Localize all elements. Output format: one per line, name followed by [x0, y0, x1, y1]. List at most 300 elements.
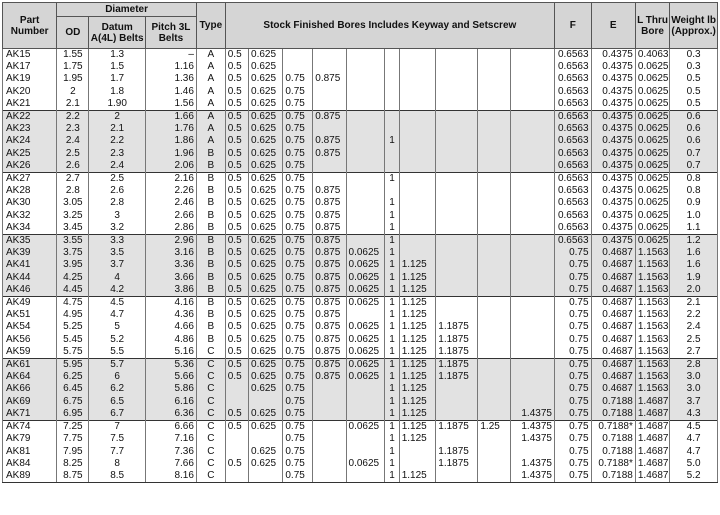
table-cell: B	[196, 210, 225, 222]
table-cell: 1.16	[145, 61, 196, 73]
table-cell: 0.75	[283, 334, 313, 346]
part-number-cell: AK61	[3, 359, 57, 372]
table-cell: 0.625	[249, 185, 283, 197]
table-cell: 0.625	[249, 334, 283, 346]
table-row	[3, 247, 718, 259]
table-cell	[436, 222, 478, 235]
table-cell: 0.75	[283, 185, 313, 197]
table-cell: 3.25	[57, 210, 89, 222]
table-cell: 5.45	[57, 334, 89, 346]
table-cell: B	[196, 321, 225, 333]
table-cell	[510, 123, 554, 135]
table-cell: 7.75	[57, 433, 89, 445]
table-cell: 0.6	[670, 135, 718, 147]
table-cell	[385, 73, 399, 85]
table-cell: 0.625	[249, 259, 283, 271]
table-cell: 0.5	[225, 61, 248, 73]
table-cell	[313, 458, 346, 470]
table-cell	[436, 135, 478, 147]
table-cell	[346, 185, 385, 197]
table-cell: 0.5	[225, 458, 248, 470]
table-cell: 1.125	[399, 408, 436, 421]
table-cell: 6.36	[145, 408, 196, 421]
table-cell	[436, 235, 478, 248]
table-cell: 4.5	[89, 297, 146, 310]
table-cell: 1.8	[89, 86, 146, 98]
table-cell: 1.90	[89, 98, 146, 111]
part-number-cell: AK30	[3, 197, 57, 209]
table-cell: 0.875	[313, 148, 346, 160]
table-cell	[510, 359, 554, 372]
table-cell: 0.875	[313, 346, 346, 359]
table-cell	[510, 383, 554, 395]
table-cell: 0.5	[225, 235, 248, 248]
table-cell	[385, 111, 399, 124]
table-cell: 2.8	[57, 185, 89, 197]
table-cell: 1.86	[145, 135, 196, 147]
table-cell: B	[196, 197, 225, 209]
table-cell	[478, 371, 510, 383]
table-cell: 0.4375	[591, 148, 635, 160]
table-cell: 0.625	[249, 346, 283, 359]
table-cell: 1	[385, 247, 399, 259]
table-cell: B	[196, 284, 225, 297]
table-cell: 1.125	[399, 396, 436, 408]
table-cell: 0.4375	[591, 173, 635, 186]
table-cell: 0.75	[283, 160, 313, 173]
table-cell: 0.75	[554, 259, 591, 271]
table-cell: 1.3	[89, 49, 146, 62]
table-cell: 0.5	[225, 210, 248, 222]
table-cell	[436, 272, 478, 284]
table-cell: 0.5	[225, 222, 248, 235]
table-cell: 1	[385, 309, 399, 321]
table-cell: 0.5	[670, 98, 718, 111]
table-cell: 0.5	[225, 247, 248, 259]
table-cell: 2.6	[89, 185, 146, 197]
table-cell: 7.36	[145, 446, 196, 458]
part-number-cell: AK41	[3, 259, 57, 271]
table-cell: 0.4375	[591, 160, 635, 173]
table-cell	[510, 111, 554, 124]
table-cell	[346, 396, 385, 408]
table-cell: 0.875	[313, 259, 346, 271]
table-cell: 1.1563	[635, 272, 669, 284]
table-cell: 1.5	[89, 61, 146, 73]
table-cell: 0.0625	[346, 346, 385, 359]
table-cell: 0.875	[313, 284, 346, 297]
table-cell	[478, 235, 510, 248]
table-row	[3, 433, 718, 445]
table-cell	[399, 49, 436, 62]
table-cell: B	[196, 160, 225, 173]
table-cell: 0.875	[313, 371, 346, 383]
table-cell: 1.125	[399, 359, 436, 372]
table-cell: B	[196, 259, 225, 271]
table-cell: A	[196, 86, 225, 98]
table-cell: 0.0625	[635, 135, 669, 147]
table-cell: 4.25	[57, 272, 89, 284]
table-cell: 2.0	[670, 284, 718, 297]
table-cell: 0.7188	[591, 446, 635, 458]
table-row	[3, 272, 718, 284]
table-cell: 0.75	[283, 458, 313, 470]
table-cell: B	[196, 272, 225, 284]
table-cell: 0.75	[283, 111, 313, 124]
table-row	[3, 383, 718, 395]
table-cell: 1.4687	[635, 421, 669, 434]
table-cell: 0.875	[313, 359, 346, 372]
table-cell: 0.4375	[591, 135, 635, 147]
table-cell: 1	[385, 297, 399, 310]
table-cell	[346, 446, 385, 458]
table-cell: 0.0625	[635, 160, 669, 173]
table-cell	[399, 185, 436, 197]
part-number-cell: AK34	[3, 222, 57, 235]
table-cell	[478, 111, 510, 124]
table-cell: 1.1875	[436, 371, 478, 383]
table-cell: 0.625	[249, 247, 283, 259]
table-cell: 0.625	[249, 73, 283, 85]
table-cell: 1.1875	[436, 421, 478, 434]
table-cell: 1.6	[670, 247, 718, 259]
table-cell: C	[196, 396, 225, 408]
table-row	[3, 185, 718, 197]
table-row	[3, 111, 718, 124]
table-cell: 0.625	[249, 235, 283, 248]
part-number-cell: AK17	[3, 61, 57, 73]
table-cell: 0.6563	[554, 235, 591, 248]
table-cell: 4.3	[670, 408, 718, 421]
table-cell	[510, 185, 554, 197]
table-cell	[346, 86, 385, 98]
part-number-cell: AK35	[3, 235, 57, 248]
table-cell: 2	[89, 111, 146, 124]
table-cell	[478, 61, 510, 73]
table-cell	[313, 408, 346, 421]
table-cell: 0.5	[225, 371, 248, 383]
table-cell	[478, 185, 510, 197]
table-cell: 3.45	[57, 222, 89, 235]
table-cell: 0.7188	[591, 396, 635, 408]
table-cell: 1.1563	[635, 359, 669, 372]
table-cell: 2.2	[670, 309, 718, 321]
table-cell	[478, 346, 510, 359]
table-cell: 4.2	[89, 284, 146, 297]
table-row	[3, 123, 718, 135]
table-cell: 0.4687	[591, 371, 635, 383]
table-cell: 0.8	[670, 173, 718, 186]
table-cell	[510, 160, 554, 173]
table-cell: 2.3	[57, 123, 89, 135]
table-cell: 0.5	[225, 309, 248, 321]
table-cell: 0.0625	[346, 334, 385, 346]
table-cell: 8	[89, 458, 146, 470]
table-row	[3, 148, 718, 160]
table-cell: 1	[385, 259, 399, 271]
table-cell	[478, 470, 510, 483]
table-cell	[510, 334, 554, 346]
table-cell: 0.625	[249, 123, 283, 135]
table-cell: 0.625	[249, 61, 283, 73]
table-cell: 0.4375	[591, 73, 635, 85]
table-row	[3, 98, 718, 111]
table-cell	[510, 197, 554, 209]
table-cell	[436, 396, 478, 408]
table-cell	[399, 123, 436, 135]
table-cell: 2.5	[670, 334, 718, 346]
table-cell: 5.95	[57, 359, 89, 372]
table-cell: 0.875	[313, 210, 346, 222]
table-cell	[510, 210, 554, 222]
table-row	[3, 235, 718, 248]
table-row	[3, 173, 718, 186]
table-cell	[478, 222, 510, 235]
table-cell: 0.4375	[591, 222, 635, 235]
table-cell: 0.0625	[635, 123, 669, 135]
table-cell: 0.75	[283, 346, 313, 359]
table-cell	[478, 383, 510, 395]
table-cell: 0.5	[225, 86, 248, 98]
table-cell: 0.7	[670, 160, 718, 173]
table-cell	[478, 408, 510, 421]
table-cell	[436, 259, 478, 271]
table-cell: 0.4687	[591, 346, 635, 359]
table-cell: 0.75	[554, 321, 591, 333]
table-cell: 0.75	[283, 259, 313, 271]
table-cell: 2.1	[670, 297, 718, 310]
table-cell: 1.4687	[635, 433, 669, 445]
table-cell: 0.6563	[554, 86, 591, 98]
table-row	[3, 309, 718, 321]
table-cell: 2.86	[145, 222, 196, 235]
table-cell: 0.875	[313, 235, 346, 248]
table-cell: 0.4687	[591, 334, 635, 346]
table-cell: 0.4687	[591, 259, 635, 271]
table-cell: 4.75	[57, 297, 89, 310]
table-cell: 2.2	[89, 135, 146, 147]
table-cell: 1.125	[399, 272, 436, 284]
table-cell	[510, 346, 554, 359]
table-cell	[478, 197, 510, 209]
table-cell	[478, 148, 510, 160]
table-cell: 0.6	[670, 123, 718, 135]
table-cell	[436, 284, 478, 297]
table-row	[3, 421, 718, 434]
e-header: E	[591, 3, 635, 49]
table-cell: 1.4687	[635, 408, 669, 421]
table-cell: 5	[89, 321, 146, 333]
table-cell	[399, 135, 436, 147]
table-cell	[399, 73, 436, 85]
table-cell	[399, 148, 436, 160]
table-cell	[385, 86, 399, 98]
table-cell: 1.1563	[635, 371, 669, 383]
table-cell: 0.5	[225, 321, 248, 333]
table-cell	[399, 247, 436, 259]
table-cell: 0.4375	[591, 197, 635, 209]
table-cell	[436, 470, 478, 483]
table-cell	[313, 160, 346, 173]
table-cell: 5.36	[145, 359, 196, 372]
table-cell: 0.5	[225, 111, 248, 124]
part-number-cell: AK89	[3, 470, 57, 483]
table-cell: 7	[89, 421, 146, 434]
table-cell: 6.45	[57, 383, 89, 395]
table-cell: 5.7	[89, 359, 146, 372]
part-number-cell: AK32	[3, 210, 57, 222]
table-cell: 0.75	[554, 458, 591, 470]
table-cell	[346, 160, 385, 173]
table-cell: 0.875	[313, 197, 346, 209]
table-cell: 6.2	[89, 383, 146, 395]
table-cell: 0.75	[554, 470, 591, 483]
part-number-cell: AK56	[3, 334, 57, 346]
table-cell	[510, 259, 554, 271]
table-cell: 0.5	[225, 197, 248, 209]
table-cell	[436, 111, 478, 124]
type-header: Type	[196, 3, 225, 49]
table-cell: 0.875	[313, 309, 346, 321]
table-cell: 6.5	[89, 396, 146, 408]
table-cell: 0.625	[249, 458, 283, 470]
table-cell: C	[196, 383, 225, 395]
table-cell: 0.0625	[346, 321, 385, 333]
table-cell: 1	[385, 284, 399, 297]
table-cell: 0.5	[225, 284, 248, 297]
table-cell	[478, 98, 510, 111]
table-cell	[313, 470, 346, 483]
table-cell	[510, 371, 554, 383]
table-cell: 1.36	[145, 73, 196, 85]
table-cell	[283, 49, 313, 62]
table-cell: 0.7188	[591, 433, 635, 445]
table-cell: 1	[385, 371, 399, 383]
table-cell	[399, 197, 436, 209]
table-cell	[436, 197, 478, 209]
table-cell	[313, 123, 346, 135]
table-cell	[478, 272, 510, 284]
table-cell	[478, 396, 510, 408]
table-cell: 3.36	[145, 259, 196, 271]
table-cell: 0.4687	[591, 247, 635, 259]
table-cell: 0.5	[225, 297, 248, 310]
table-cell	[478, 321, 510, 333]
table-cell: 1.1875	[436, 346, 478, 359]
table-cell: 5.0	[670, 458, 718, 470]
table-cell: 1	[385, 197, 399, 209]
table-cell: 4.95	[57, 309, 89, 321]
table-cell: 0.4375	[591, 86, 635, 98]
table-cell	[385, 160, 399, 173]
table-cell: 0.625	[249, 421, 283, 434]
table-cell: 0.75	[554, 421, 591, 434]
part-number-cell: AK25	[3, 148, 57, 160]
part-number-cell: AK81	[3, 446, 57, 458]
table-cell	[478, 334, 510, 346]
table-cell: 7.7	[89, 446, 146, 458]
table-cell: 4	[89, 272, 146, 284]
table-cell: 2.4	[89, 160, 146, 173]
table-cell: 0.5	[225, 98, 248, 111]
table-cell: C	[196, 446, 225, 458]
table-row	[3, 458, 718, 470]
table-row	[3, 346, 718, 359]
table-cell: 1.125	[399, 371, 436, 383]
table-cell: 0.6	[670, 111, 718, 124]
table-cell	[313, 86, 346, 98]
table-cell: C	[196, 346, 225, 359]
table-cell: 1	[385, 222, 399, 235]
table-cell: C	[196, 421, 225, 434]
table-cell	[399, 86, 436, 98]
table-cell: 0.5	[225, 272, 248, 284]
table-cell: 2.16	[145, 173, 196, 186]
table-cell: A	[196, 123, 225, 135]
f-header: F	[554, 3, 591, 49]
table-cell: 0.0625	[635, 86, 669, 98]
table-cell: 1.125	[399, 421, 436, 434]
table-cell	[385, 98, 399, 111]
table-cell: 1.6	[670, 259, 718, 271]
table-cell: 1.1563	[635, 383, 669, 395]
table-cell: 0.75	[283, 247, 313, 259]
table-cell: 2.4	[670, 321, 718, 333]
table-cell	[436, 123, 478, 135]
table-cell	[225, 383, 248, 395]
table-cell: 0.5	[225, 408, 248, 421]
table-cell: 1.4375	[510, 458, 554, 470]
part-number-cell: AK59	[3, 346, 57, 359]
table-cell	[478, 160, 510, 173]
table-cell: B	[196, 247, 225, 259]
table-cell: 3.7	[89, 259, 146, 271]
table-cell: 6.75	[57, 396, 89, 408]
table-cell: 3.2	[89, 222, 146, 235]
part-number-cell: AK79	[3, 433, 57, 445]
table-cell: 0.6563	[554, 61, 591, 73]
table-cell: 0.4687	[591, 272, 635, 284]
table-cell: 0.875	[313, 222, 346, 235]
table-row	[3, 86, 718, 98]
table-cell	[436, 247, 478, 259]
table-cell	[346, 135, 385, 147]
table-cell: 0.0625	[346, 272, 385, 284]
table-cell: 0.625	[249, 284, 283, 297]
pitch-header: Pitch 3L Belts	[145, 17, 196, 49]
table-cell	[399, 210, 436, 222]
table-cell: 2	[57, 86, 89, 98]
table-cell: 6.95	[57, 408, 89, 421]
table-cell: 1.4375	[510, 408, 554, 421]
table-row	[3, 160, 718, 173]
table-cell	[510, 297, 554, 310]
table-cell: 0.75	[554, 433, 591, 445]
part-number-cell: AK24	[3, 135, 57, 147]
table-cell: 1.1	[670, 222, 718, 235]
table-cell	[225, 433, 248, 445]
table-row	[3, 210, 718, 222]
table-row	[3, 359, 718, 372]
table-cell: 7.25	[57, 421, 89, 434]
bores-header: Stock Finished Bores Includes Keyway and Setscrew	[225, 3, 554, 49]
table-cell: 0.5	[225, 334, 248, 346]
table-cell: 1.0	[670, 210, 718, 222]
table-cell: 0.0625	[346, 359, 385, 372]
part-number-cell: AK54	[3, 321, 57, 333]
table-cell: 0.75	[554, 309, 591, 321]
table-cell: 0.75	[283, 135, 313, 147]
